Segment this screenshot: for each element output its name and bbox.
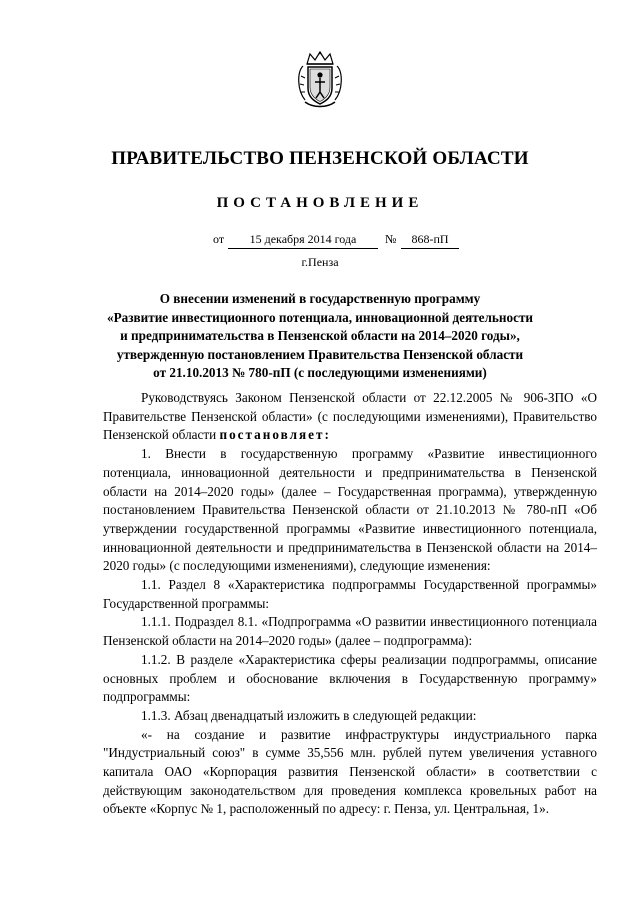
coat-of-arms-icon (295, 50, 345, 110)
paragraph-preamble (103, 389, 597, 445)
heading-line: «Развитие инвестиционного потенциала, инновационной деятельности (106, 309, 534, 325)
paragraph-1-1-2: 1.1.2. В разделе «Характеристика сферы реализации подпрограммы, описание основных проблем и обоснование включения в Государственную программу» подпрограммы: (103, 651, 597, 705)
heading-line: и предпринимательства в Пензенской области на 2014–2020 годы», (120, 328, 520, 343)
heading-line: утвержденную постановлением Правительства Пензенской области (116, 346, 524, 362)
number-prefix: № (385, 232, 397, 246)
heading-line: от 21.10.2013 № 780-пП (с последующими изменениями) (153, 365, 487, 380)
heading-line: О внесении изменений в государственную программу (159, 291, 481, 306)
resolution-keyword: постановляет: (219, 427, 331, 443)
document-number: 868-пП (401, 232, 459, 249)
preamble-text: Руководствуясь Законом Пензенской области от 22.12.2005 № 906-ЗПО «О Правительстве Пензенской области» (с последующими изменениями), Правительство Пензенской области (103, 390, 597, 443)
paragraph-1-1-1: 1.1.1. Подраздел 8.1. «Подпрограмма «О развитии инвестиционного потенциала Пензенской области на 2014–2020 годы» (далее – подпрограмма): (103, 614, 597, 649)
document-heading (60, 290, 580, 383)
document-body (103, 389, 597, 819)
document-type: ПОСТАНОВЛЕНИЕ (216, 195, 424, 211)
paragraph-quote: «- на создание и развитие инфраструктуры индустриального парка "Индустриальный союз" в сумме 35,556 млн. рублей путем увеличения уставного капитала ОАО «Корпорация развития Пензенской области» в соответствии с действующим законодательством для проведения комплекса кровельных работ на объекте «Корпус № 1, расположенный по адресу: г. Пенза, ул. Центральная, 1». (103, 726, 597, 817)
government-title: ПРАВИТЕЛЬСТВО ПЕНЗЕНСКОЙ ОБЛАСТИ (111, 148, 529, 169)
paragraph-1-1: 1.1. Раздел 8 «Характеристика подпрограммы Государственной программы» Государственной программы: (103, 577, 597, 611)
date-prefix: от (213, 232, 225, 246)
document-date: 15 декабря 2014 года (228, 232, 378, 249)
city: г.Пенза (301, 255, 339, 269)
paragraph-1: 1. Внести в государственную программу «Развитие инвестиционного потенциала, инновационной деятельности и предпринимательства в Пензенской области на 2014–2020 годы» (далее – Государственная программа), утвержденную постановлением Правительства Пензенской области от 21.10.2013 № 780-пП «Об утверждении государственной программы «Развитие инвестиционного потенциала, инновационной деятельности и предпринимательства в Пензенской области на 2014–2020 годы» (с последующими изменениями), следующие изменения: (103, 446, 597, 574)
paragraph-1-1-3: 1.1.3. Абзац двенадцатый изложить в следующей редакции: (141, 707, 477, 723)
